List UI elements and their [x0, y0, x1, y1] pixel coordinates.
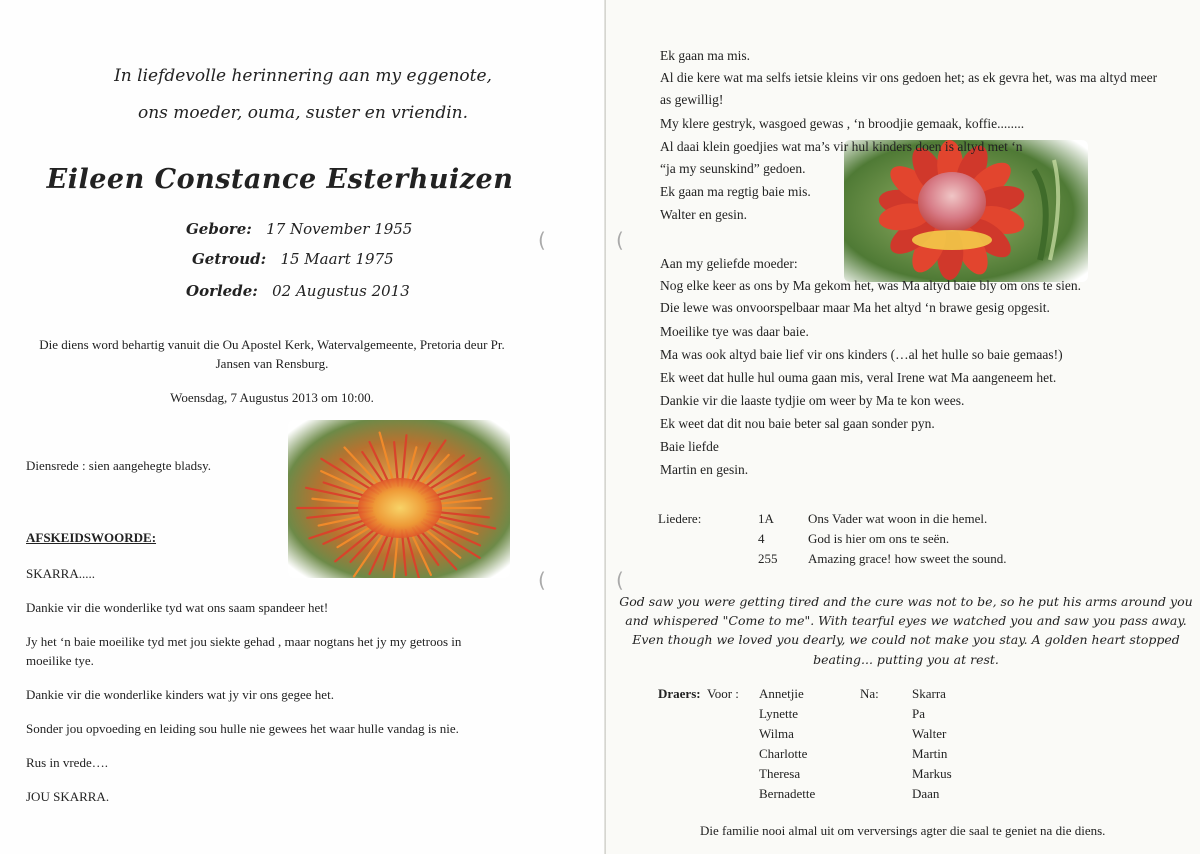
lines1-line: Al daai klein goedjies wat ma’s vir hul kinders doen is altyd met ‘n	[660, 139, 1023, 154]
song-number: 1A	[758, 511, 774, 526]
deceased-name: Eileen Constance Esterhuizen	[46, 164, 514, 195]
farewell-heading: AFSKEIDSWOORDE:	[26, 530, 157, 545]
born-label: Gebore:	[186, 220, 252, 238]
died-row	[186, 282, 410, 300]
after-label: Na:	[860, 686, 879, 701]
lines1-line: Walter en gesin.	[660, 207, 748, 222]
bearer-before-name: Theresa	[759, 766, 801, 781]
lines2-line: Baie liefde	[660, 439, 719, 454]
farewell-p3b: moeilike tye.	[26, 653, 94, 668]
poem-line: God saw you were getting tired and the cure was not to be, so he put his arms around you	[619, 594, 1193, 609]
farewell-p2: Dankie vir die wonderlike tyd wat ons saam spandeer het!	[26, 600, 329, 615]
farewell-p5: Sonder jou opvoeding en leiding sou hulle nie gewees het waar hulle vandag is nie.	[26, 721, 459, 736]
song-title: God is hier om ons te seën.	[808, 531, 950, 546]
farewell-p7: JOU SKARRA.	[26, 789, 110, 804]
bearer-before-name: Wilma	[759, 726, 794, 741]
farewell-p1: SKARRA.....	[26, 566, 95, 581]
born-value: 17 November 1955	[266, 220, 413, 238]
married-label: Getroud:	[192, 250, 267, 268]
service-line-1: Die diens word behartig vanuit die Ou Apostel Kerk, Watervalgemeente, Pretoria deur Pr.	[39, 337, 505, 352]
farewell-p6: Rus in vrede….	[26, 755, 108, 770]
binder-hole-mark: (	[538, 228, 546, 252]
king-protea-image	[844, 140, 1088, 282]
bearer-after-name: Markus	[912, 766, 952, 781]
bearer-after-name: Pa	[912, 706, 925, 721]
lines1-line: Al die kere wat ma selfs ietsie kleins vir ons gedoen het; as ek gevra het, was ma altyd meer	[660, 70, 1158, 85]
lines1-line: My klere gestryk, wasgoed gewas , ‘n broodjie gemaak, koffie........	[660, 116, 1025, 131]
bearer-after-name: Daan	[912, 786, 940, 801]
lines1-line: Ek gaan ma mis.	[660, 48, 750, 63]
lines2-line: Ek weet dat dit nou baie beter sal gaan sonder pyn.	[660, 416, 935, 431]
lines2-line: Moeilike tye was daar baie.	[660, 324, 809, 339]
before-label: Voor :	[707, 686, 739, 701]
born-row	[186, 220, 412, 238]
song-title: Ons Vader wat woon in die hemel.	[808, 511, 988, 526]
poem-line: beating... putting you at rest.	[813, 652, 999, 667]
songs-label: Liedere:	[658, 511, 702, 526]
lines2-line: Nog elke keer as ons by Ma gekom het, was Ma altyd baie bly om ons te sien.	[660, 278, 1082, 293]
bearer-before-name: Charlotte	[759, 746, 808, 761]
song-number: 255	[758, 551, 778, 566]
bearer-after-name: Walter	[912, 726, 947, 741]
lines1-line: as gewillig!	[660, 92, 724, 107]
died-label: Oorlede:	[186, 282, 258, 300]
lines1-line: Ek gaan ma regtig baie mis.	[660, 184, 811, 199]
married-value: 15 Maart 1975	[280, 250, 394, 268]
bearer-before-name: Lynette	[759, 706, 798, 721]
lines2-line: Dankie vir die laaste tydjie om weer by Ma te kon wees.	[660, 393, 965, 408]
lines2-line: Die lewe was onvoorspelbaar maar Ma het altyd ‘n brawe gesig opgesit.	[660, 300, 1050, 315]
service-date: Woensdag, 7 Augustus 2013 om 10:00.	[170, 390, 374, 405]
poem-line: Even though we loved you dearly, we could not make you stay. A golden heart stopped	[632, 632, 1180, 647]
song-title: Amazing grace! how sweet the sound.	[808, 551, 1007, 566]
bearer-after-name: Martin	[912, 746, 948, 761]
lines2-line: Ek weet dat hulle hul ouma gaan mis, veral Irene wat Ma aangeneem het.	[660, 370, 1057, 385]
bearer-after-name: Skarra	[912, 686, 946, 701]
right-page	[606, 0, 1200, 854]
service-line-2: Jansen van Rensburg.	[215, 356, 329, 371]
binder-hole-mark: (	[616, 228, 624, 252]
lines1-line: “ja my seunskind” gedoen.	[660, 161, 806, 176]
lines2-line: Ma was ook altyd baie lief vir ons kinders (…al het hulle so baie gemaas!)	[660, 347, 1063, 362]
dedication-line-1: In liefdevolle herinnering aan my eggenote,	[114, 66, 492, 86]
pincushion-flower-image	[288, 420, 510, 578]
sermon-note: Diensrede : sien aangehegte bladsy.	[26, 458, 212, 473]
closing-invitation: Die familie nooi almal uit om verversings agter die saal te geniet na die diens.	[700, 823, 1106, 838]
lines2-line: Martin en gesin.	[660, 462, 749, 477]
married-row	[192, 250, 394, 268]
bearers-label: Draers:	[658, 686, 701, 701]
farewell-p4: Dankie vir die wonderlike kinders wat jy vir ons gegee het.	[26, 687, 334, 702]
farewell-p3a: Jy het ‘n baie moeilike tyd met jou siekte gehad , maar nogtans het jy my getroos in	[26, 634, 462, 649]
dedication-line-2: ons moeder, ouma, suster en vriendin.	[137, 103, 469, 123]
bearer-before-name: Bernadette	[759, 786, 816, 801]
bearer-before-name: Annetjie	[759, 686, 804, 701]
poem-line: and whispered "Come to me". With tearful eyes we watched you and saw you pass away.	[625, 613, 1187, 628]
died-value: 02 Augustus 2013	[272, 282, 410, 300]
binder-hole-mark: (	[616, 568, 624, 592]
binder-hole-mark: (	[538, 568, 546, 592]
song-number: 4	[758, 531, 765, 546]
lines2-line: Aan my geliefde moeder:	[660, 256, 798, 271]
